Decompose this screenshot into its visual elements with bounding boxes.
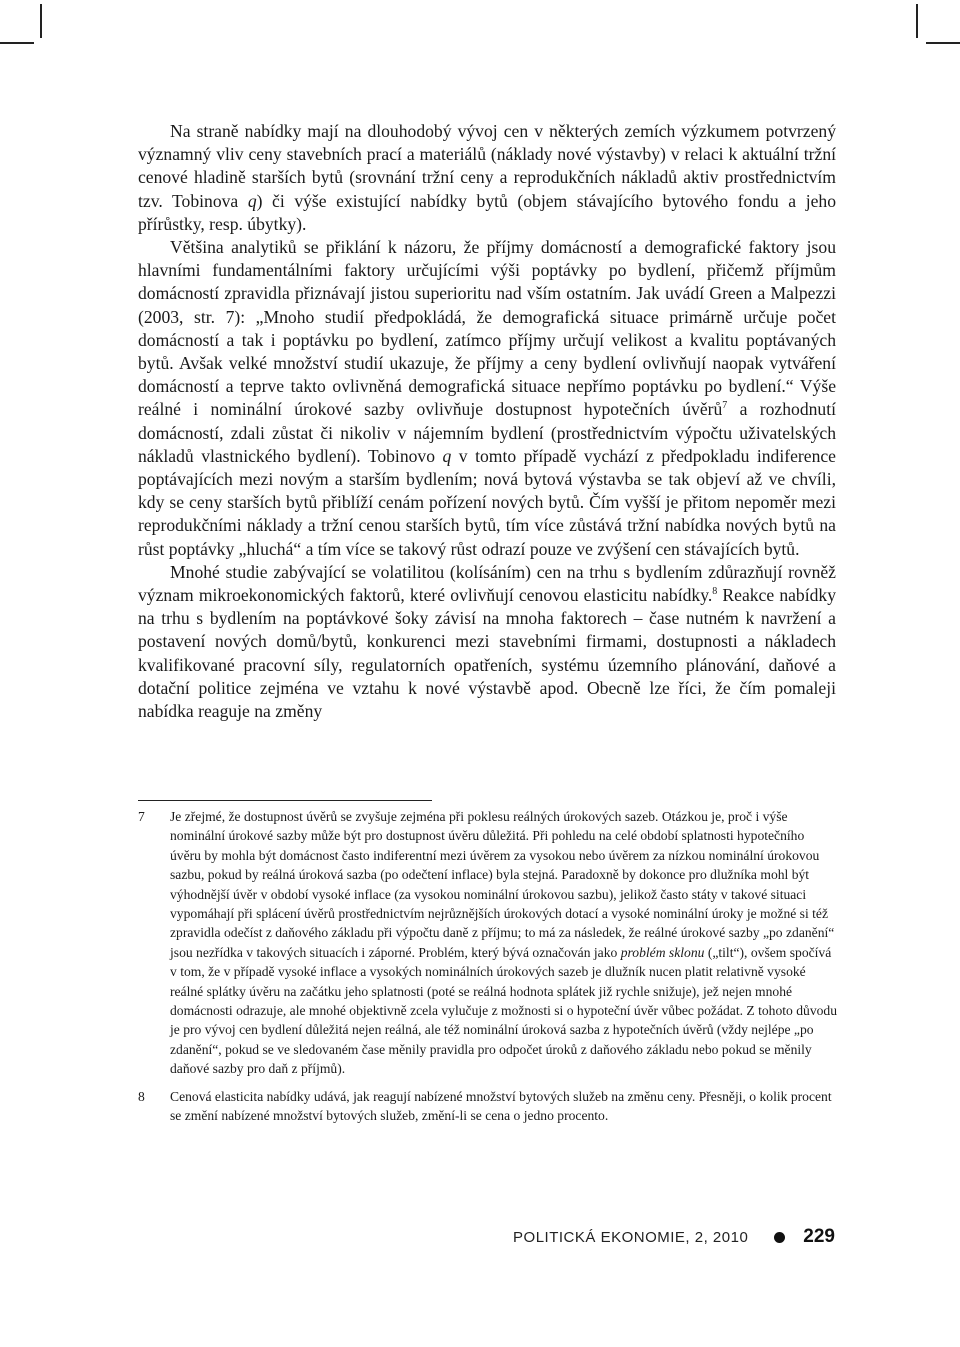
page-footer bbox=[513, 1223, 835, 1251]
footnote-separator bbox=[138, 800, 432, 801]
footnote-ref[interactable]: 8 bbox=[712, 586, 718, 598]
italic-symbol: q bbox=[442, 445, 452, 466]
page-number: 229 bbox=[803, 1226, 835, 1247]
text-run: Na straně nabídky mají na dlouhodobý vývoj cen v některých zemích výzkumem potvrzený významný vliv ceny stavebních prací a materiálů (náklady nové výstavby) v relaci k aktuální tržní cenové hladině starších bytů (srovnání tržní ceny a reprodukčních nákladů aktiv prostřednictvím tzv. Tobinova bbox=[138, 121, 836, 211]
footnote-text: („tilt“), ovšem spočívá v tom, že v případě vysoké inflace a vysokých nominálních úrokových sazeb je dlužník nucen platit relativně vysoké reálné splátky úvěru na začátku jeho splatnosti (poté se reálná hodnota splátek již rychle snižuje), jež nejen mnohé domácnosti odrazuje, ale mnohé objektivně zcela vylučuje z možnosti si o hypoteční úvěr vůbec požádat. Z tohoto důvodu je pro vývoj cen bydlení důležitá nejen reálná, ale též nominální úroková sazba z hypotečních úvěrů (vždy nejlépe „po zdanění“, pokud se ve sledovaném čase měnily pravidla pro odpočet úroků z daňového základu nebo pokud se měnily daňové sazby pro daň z příjmů). bbox=[170, 944, 838, 1077]
journal-name: POLITICKÁ EKONOMIE, 2, 2010 bbox=[513, 1228, 749, 1246]
footnote-text: Cenová elasticita nabídky udává, jak reagují nabízené množství bytových služeb na změnu ceny. Přesněji, o kolik procent se změní nabízené množství bytových služeb, změní-li se cena o jedno procento. bbox=[170, 1088, 832, 1124]
footnote-8 bbox=[138, 1087, 838, 1126]
text-run: v tomto případě vychází z předpokladu indiference poptávajících mezi novým a starším bydlením; nová bytová výstavba se tak objeví až ve chvíli, kdy se ceny starších bytů přiblíží cenám pořízení nových bytů. Čím vyšší je přitom nepoměr mezi reprodukčními náklady a tržní cenou starších bytů, tím více zůstává tržní nabídka nových bytů na růst poptávky „hluchá“ a tím více se takový růst odrazí pouze ve zvýšení cen stávajících bytů. bbox=[138, 445, 836, 559]
paragraph bbox=[138, 236, 836, 561]
crop-mark bbox=[40, 4, 42, 38]
main-text bbox=[138, 120, 836, 723]
footnote-number: 8 bbox=[138, 1088, 145, 1104]
text-run: Reakce nabídky na trhu s bydlením na poptávkové šoky závisí na mnoha faktorech – čase nutném k navržení a postavení nových domů/bytů, konkurenci mezi stavebními firmami, dostupnosti a nákladech kvalifikované pracovní síly, regulatorních opatřeních, systému územního plánování, daňové a dotační politice zejména ve vztahu k nové výstavbě apod. Obecně lze říci, že čím pomaleji nabídka reaguje na změny bbox=[138, 585, 837, 722]
text-run: Většina analytiků se přiklání k názoru, že příjmy domácností a demografické faktory jsou hlavními fundamentálními faktory určujícími výši poptávky po bydlení, přičemž příjmům domácností zpravidla přiznávají jistou superioritu nad vším ostatním. Jak uvádí Green a Malpezzi (2003, str. 7): „Mnoho studií předpokládá, že demografická situace primárně určuje počet domácností a tak i poptávku po bydlení, zatímco příjmy určují velikost a kvalitu poptávaných bytů. Avšak velké množství studií ukazuje, že příjmy a ceny bydlení ovlivňují naopak vytváření domácností a teprve takto ovlivněná demografická situace nepřímo poptávku po bydlení.“ Výše reálné i nominální úrokové sazby ovlivňuje dostupnost hypotečních úvěrů bbox=[138, 237, 836, 420]
footnote-number: 7 bbox=[138, 809, 145, 824]
footnote-term: problém sklonu bbox=[620, 944, 705, 960]
crop-mark bbox=[0, 42, 34, 44]
bullet-dot-icon bbox=[774, 1232, 785, 1243]
text-run: ) či výše existující nabídky bytů (objem stávajícího bytového fondu a jeho přírůstky, resp. úbytky). bbox=[138, 190, 836, 234]
crop-mark bbox=[916, 4, 918, 38]
footnote-7 bbox=[138, 807, 838, 1079]
text-run: a rozhodnutí domácností, zdali zůstat či nikoliv v nájemním bydlení (prostřednictvím výpočtu uživatelských nákladů vlastnického bydlení). Tobinovo bbox=[138, 399, 836, 466]
paragraph bbox=[138, 561, 836, 723]
crop-mark bbox=[926, 42, 960, 44]
paragraph bbox=[138, 120, 836, 236]
footnote-ref[interactable]: 7 bbox=[722, 400, 728, 412]
italic-symbol: q bbox=[247, 190, 257, 211]
text-run: Mnohé studie zabývající se volatilitou (kolísáním) cen na trhu s bydlením zdůrazňují rovněž význam mikroekonomických faktorů, které ovlivňují cenovou elasticitu nabídky. bbox=[138, 561, 836, 606]
footnotes bbox=[138, 807, 838, 1134]
footnote-text: Je zřejmé, že dostupnost úvěrů se zvyšuje zejména při poklesu reálných úrokových sazeb. Otázkou je, proč i výše nominální úrokové sazby může být pro dostupnost úvěru důležitá. Při pohledu na celé období splatnosti hypotečního úvěru by mohla být domácnost často indiferentní mezi úvěrem za vysokou nebo úvěrem za nízkou nominální úrokovou sazbu, pokud by reálná úroková sazba (po odečtení inflace) byla stejná. Paradoxně by dokonce pro dlužníka mohl být výhodnější úvěr v období vysoké inflace (za vysokou nominální úrokovou sazbu), jelikož často státy v takové situaci vypomáhají při splácení úvěrů prostřednictvím nejrůznějších úrokových dotací a vysoké nominální úroky je možné si též zpravidla odečíst z daňového základu při výpočtu daně z příjmu; to má za následek, že reálné úrokové sazby „po zdanění“ jsou nezřídka v takových situacích i záporné. Problém, který bývá označován jako bbox=[170, 809, 835, 960]
